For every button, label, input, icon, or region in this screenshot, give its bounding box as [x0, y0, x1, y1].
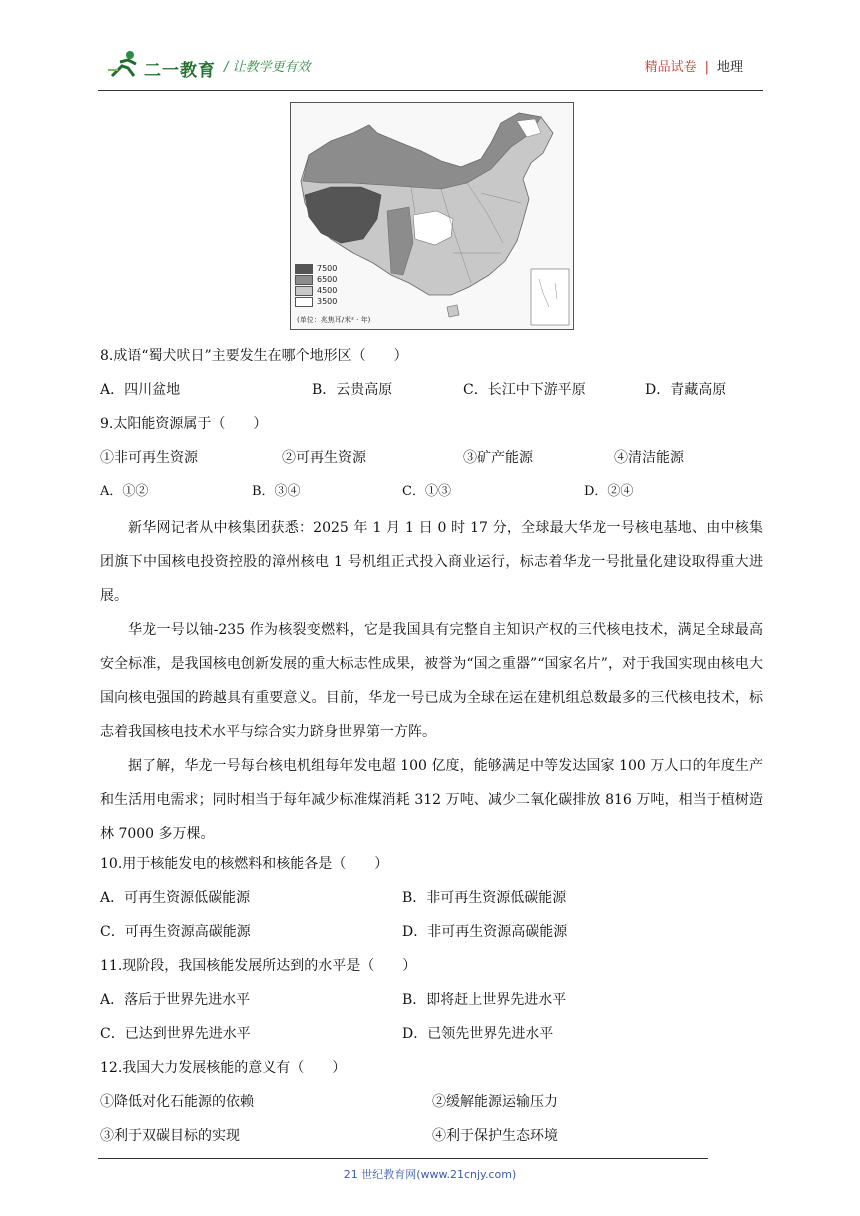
- q9-item-1: ①非可再生资源: [100, 450, 198, 466]
- footer-divider: [98, 1158, 708, 1159]
- q9-item-2: ②可再生资源: [282, 450, 366, 466]
- q11-option-d: D．已领先世界先进水平: [402, 1026, 554, 1042]
- solar-radiation-map: [290, 102, 574, 330]
- legend-swatch: [295, 275, 313, 285]
- question-8-stem: 8.成语“蜀犬吠日”主要发生在哪个地形区（ ）: [100, 348, 408, 364]
- q11-option-a: A．落后于世界先进水平: [100, 992, 251, 1008]
- q10-option-d: D．非可再生资源高碳能源: [402, 924, 568, 940]
- header-separator: |: [704, 60, 709, 75]
- passage-paragraph-1: 新华网记者从中核集团获悉：2025 年 1 月 1 日 0 时 17 分，全球最大华龙一号核电基地、由中核集团旗下中国核电投资控股的漳州核电 1 号机组正式投入商业运行，标志着华龙一号批量化建设取得重大进展。: [100, 520, 763, 604]
- q9-option-a: A．①②: [100, 484, 149, 499]
- q8-option-b: B．云贵高原: [312, 382, 393, 398]
- legend-label: 4500: [317, 286, 338, 295]
- slogan: / 让教学更有效: [224, 60, 311, 75]
- question-9-stem: 9.太阳能资源属于（ ）: [100, 416, 268, 432]
- q12-item-4: ④利于保护生态环境: [432, 1128, 558, 1144]
- map-legend: [295, 263, 337, 307]
- legend-item: [295, 296, 337, 307]
- passage-paragraph-3: 据了解，华龙一号每台核电机组每年发电超 100 亿度，能够满足中等发达国家 100 万人口的年度生产和生活用电需求；同时相当于每年减少标准煤消耗 312 万吨、减少二氧化碳排放 816 万吨，相当于植树造林 7000 多万棵。: [100, 758, 763, 842]
- q9-item-3: ③矿产能源: [463, 450, 533, 466]
- q12-item-2: ②缓解能源运输压力: [432, 1094, 558, 1110]
- q10-option-c: C．可再生资源高碳能源: [100, 924, 251, 940]
- footer-link[interactable]: 21 世纪教育网(www.21cnjy.com): [343, 1168, 517, 1181]
- page-header: [98, 44, 763, 90]
- runner-logo-icon: [106, 50, 142, 80]
- q9-option-d: D．②④: [584, 484, 634, 499]
- q8-option-a: A．四川盆地: [100, 382, 181, 398]
- q9-option-b: B．③④: [252, 484, 301, 499]
- map-unit-label: (单位：兆焦耳/米² · 年): [297, 316, 371, 324]
- legend-swatch: [295, 264, 313, 274]
- q9-option-c: C．①③: [402, 484, 451, 499]
- passage-paragraph-2: 华龙一号以铀-235 作为核裂变燃料，它是我国具有完整自主知识产权的三代核电技术，满足全球最高安全标准，是我国核电创新发展的重大标志性成果，被誉为“国之重器”“国家名片”，对于我国实现由核电大国向核电强国的跨越具有重要意义。目前，华龙一号已成为全球在运在建机组总数最多的三代核电技术，标志着我国核电技术水平与综合实力跻身世界第一方阵。: [100, 622, 763, 740]
- legend-label: 6500: [317, 275, 338, 284]
- legend-label: 3500: [317, 297, 338, 306]
- q11-option-b: B．即将赶上世界先进水平: [402, 992, 567, 1008]
- legend-label: 7500: [317, 264, 338, 273]
- header-divider: [98, 90, 763, 91]
- subject-label: 地理: [716, 60, 743, 75]
- q8-option-d: D．青藏高原: [645, 382, 727, 398]
- legend-swatch: [295, 297, 313, 307]
- q9-item-4: ④清洁能源: [614, 450, 684, 466]
- legend-swatch: [295, 286, 313, 296]
- question-12-stem: 12.我国大力发展核能的意义有（ ）: [100, 1060, 347, 1076]
- q10-option-b: B．非可再生资源低碳能源: [402, 890, 567, 906]
- legend-item: [295, 285, 337, 296]
- question-10-stem: 10.用于核能发电的核燃料和核能各是（ ）: [100, 856, 389, 872]
- q12-item-3: ③利于双碳目标的实现: [100, 1128, 240, 1144]
- q10-option-a: A．可再生资源低碳能源: [100, 890, 251, 906]
- exam-tag: 精品试卷: [644, 60, 697, 75]
- legend-item: [295, 274, 337, 285]
- q8-option-c: C．长江中下游平原: [463, 382, 586, 398]
- logo-text: 二一教育: [144, 61, 216, 81]
- q12-item-1: ①降低对化石能源的依赖: [100, 1094, 254, 1110]
- header-tags: [645, 56, 743, 75]
- q11-option-c: C．已达到世界先进水平: [100, 1026, 251, 1042]
- question-11-stem: 11.现阶段，我国核能发展所达到的水平是（ ）: [100, 958, 417, 974]
- legend-item: [295, 263, 337, 274]
